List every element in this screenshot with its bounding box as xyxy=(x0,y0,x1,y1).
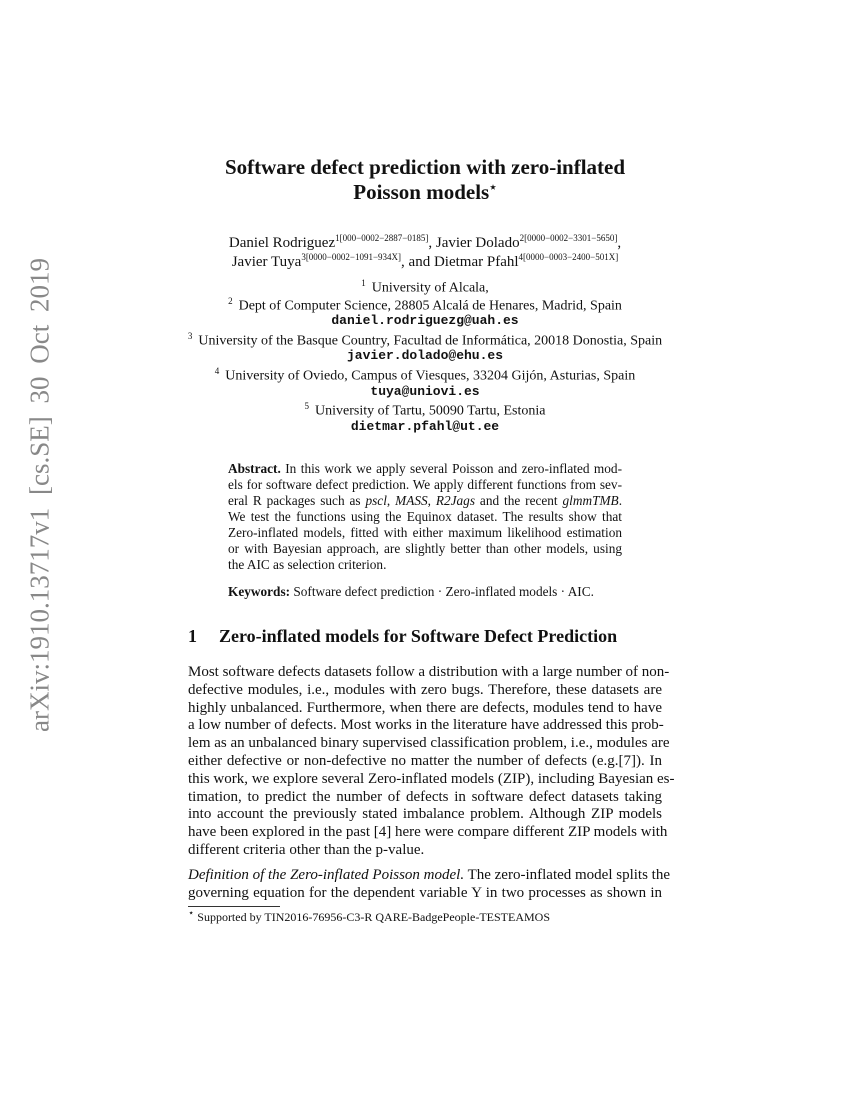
affiliation-number: 1 xyxy=(361,278,366,288)
abstract-text: els for software defect prediction. We apply different functions from sev- xyxy=(228,477,622,492)
definition-line-1 xyxy=(188,867,671,884)
affiliation-text: Dept of Computer Science, 28805 Alcalá de Henares, Madrid, Spain xyxy=(238,298,622,314)
definition-heading: Definition of the Zero-inflated Poisson model. xyxy=(188,867,465,883)
affiliation-number: 2 xyxy=(228,295,233,306)
abstract-label: Abstract. xyxy=(228,461,281,476)
section-number: 1 xyxy=(188,626,197,646)
affiliation-text: University of Oviedo, Campus of Viesques, 33204 Gijón, Asturias, Spain xyxy=(225,368,636,384)
body-line: lem as an unbalanced binary supervised classification problem, i.e., modules are xyxy=(188,735,670,752)
author-name: Javier Dolado xyxy=(435,235,520,251)
author-orcid: 4[0000−0003−2400−501X] xyxy=(518,252,619,262)
affiliation xyxy=(0,401,850,420)
authors-line-1 xyxy=(0,233,850,252)
affiliation xyxy=(0,331,850,350)
body-line: defective modules, i.e., modules with zero bugs. Therefore, these datasets are xyxy=(188,681,662,698)
title-footnote-mark: ⋆ xyxy=(489,180,497,194)
definition-text: The zero-inflated model splits the xyxy=(467,867,671,883)
keywords xyxy=(228,584,594,600)
affiliation xyxy=(0,366,850,385)
title-line-1: Software defect prediction with zero-inflated xyxy=(224,155,626,179)
keywords-text: Software defect prediction · Zero-inflated models · AIC. xyxy=(293,584,594,599)
definition-line-2: governing equation for the dependent variable Y in two processes as shown in xyxy=(188,885,662,901)
abstract-line xyxy=(228,541,622,557)
affiliation-text: University of the Basque Country, Facultad de Informática, 20018 Donostia, Spain xyxy=(198,333,663,349)
body-line: into account the previously stated imbalance problem. Although ZIP models xyxy=(188,806,662,823)
arxiv-stamp: arXiv:1910.13717v1 [cs.SE] 30 Oct 2019 xyxy=(24,258,55,732)
affiliation xyxy=(0,278,850,297)
abstract-text: We test the functions using the Equinox dataset. The results show that xyxy=(228,509,622,524)
abstract-text: In this work we apply several Poisson and zero-inflated mod- xyxy=(285,461,622,476)
body-line: different criteria other than the p-value. xyxy=(188,842,425,858)
author-orcid: 2[0000−0002−3301−5650] xyxy=(519,233,618,243)
affiliation-email: dietmar.pfahl@ut.ee xyxy=(350,418,500,434)
author-name: Daniel Rodriguez xyxy=(228,235,336,251)
abstract-line xyxy=(228,525,622,541)
abstract-text: or with Bayesian approach, are slightly better than other models, using xyxy=(228,541,622,556)
abstract-line xyxy=(228,461,622,477)
author-orcid: 3[0000−0002−1091−934X] xyxy=(301,252,402,262)
body-line: Most software defects datasets follow a distribution with a large number of non- xyxy=(188,664,670,680)
author-orcid: 1[000−0002−2887−0185] xyxy=(335,233,429,243)
abstract-line xyxy=(228,557,622,573)
abstract-line xyxy=(228,477,622,493)
author-separator: , xyxy=(617,235,622,251)
abstract-text: Zero-inflated models, fitted with either maximum likelihood estimation xyxy=(228,525,622,540)
affiliation xyxy=(0,296,850,315)
body-line: either defective or non-defective no matter the number of defects (e.g.[7]). In xyxy=(188,753,662,769)
authors-line-2 xyxy=(0,252,850,271)
author-separator: , xyxy=(428,235,436,251)
body-line: highly unbalanced. Furthermore, when there are defects, modules tend to have xyxy=(188,699,662,716)
abstract-line xyxy=(228,509,622,525)
footnote-mark: ⋆ xyxy=(188,908,195,919)
affiliation-number: 4 xyxy=(214,366,220,376)
footnote-text: Supported by TIN2016-76956-C3-R QARE-BadgePeople-TESTEAMOS xyxy=(197,910,551,924)
affiliation-email: tuya@uniovi.es xyxy=(370,383,480,399)
author-name: Dietmar Pfahl xyxy=(433,254,519,270)
footnote-rule xyxy=(188,906,280,907)
body-line: have been explored in the past [4] here were compare different ZIP models with xyxy=(188,824,668,841)
affiliation-text: University of Tartu, 50090 Tartu, Estonia xyxy=(315,403,546,419)
affiliation-email: daniel.rodriguezg@uah.es xyxy=(331,313,519,329)
footnote xyxy=(188,908,550,925)
affiliation-number: 3 xyxy=(187,330,193,341)
keywords-label: Keywords: xyxy=(228,584,291,599)
abstract-text: the AIC as selection criterion. xyxy=(228,557,387,572)
author-name: Javier Tuya xyxy=(231,254,302,270)
affiliation-number: 5 xyxy=(304,401,310,412)
affiliation-text: University of Alcala, xyxy=(371,280,489,296)
title-text: Poisson models xyxy=(353,180,490,204)
affiliation-email: javier.dolado@ehu.es xyxy=(346,348,504,364)
body-line: this work, we explore several Zero-inflated models (ZIP), including Bayesian es- xyxy=(188,770,675,787)
body-line: a low number of defects. Most works in the literature have addressed this prob- xyxy=(188,717,664,734)
section-title: Zero-inflated models for Software Defect Prediction xyxy=(219,626,618,646)
abstract-text: eral R packages such as pscl, MASS, R2Jags and the recent glmmTMB. xyxy=(228,493,623,508)
body-line: timation, to predict the number of defects in software defect datasets taking xyxy=(188,788,662,805)
title-line-2 xyxy=(0,180,850,205)
section-heading xyxy=(188,626,617,647)
abstract-line xyxy=(228,493,622,509)
author-separator: , and xyxy=(401,254,434,270)
